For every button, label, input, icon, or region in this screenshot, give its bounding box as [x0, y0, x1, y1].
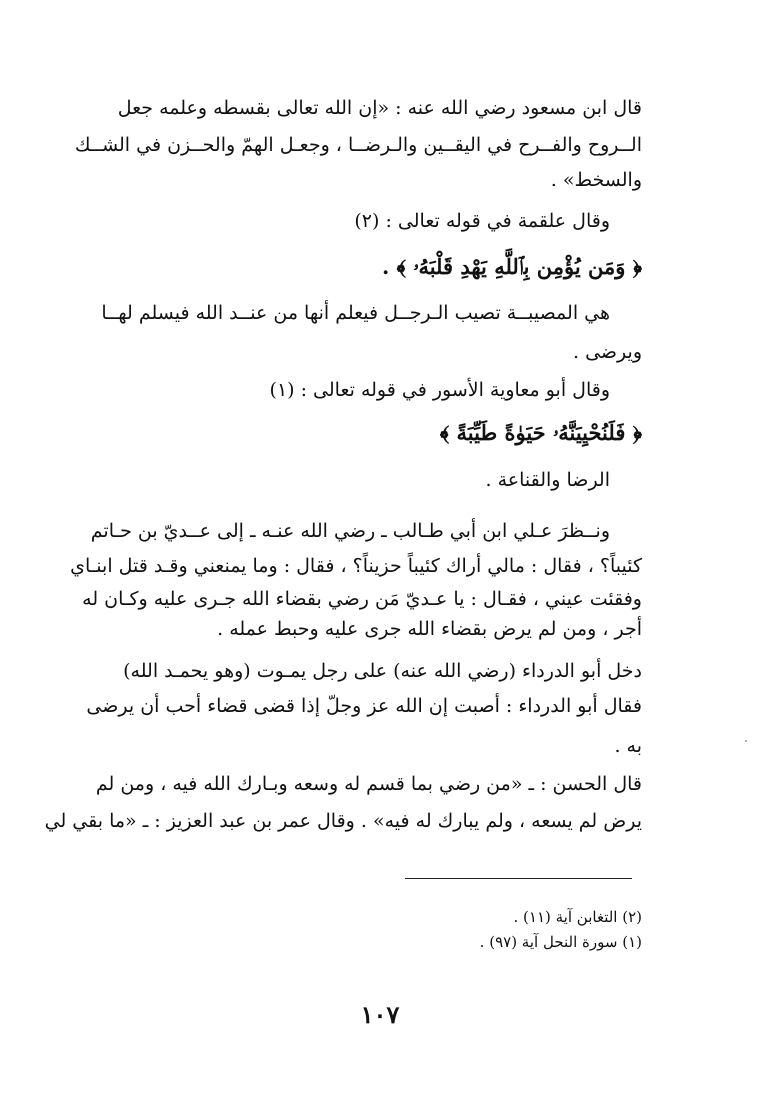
text-line-3: والسخط» .: [550, 169, 642, 191]
text-line-11: ونــظرَ عـلي ابن أبي طـالب ـ رضي الله عنـه ـ إلى عــديّ بن حـاتم: [90, 520, 610, 542]
text-line-17: به .: [614, 735, 642, 757]
quran-verse-2: ﴿ فَلَنُحْيِيَنَّهُۥ حَيَوٰةً طَيِّبَةً ﴾: [439, 420, 642, 445]
text-line-18: قال الحسن : ـ «من رضي بما قسم له وسعه وبـارك الله فيه ، ومن لم: [95, 773, 642, 795]
footnote-1: (١) سورة النحل آية (٩٧) .: [479, 933, 642, 951]
text-line-19: يرض لم يسعه ، ولم يبارك له فيه» . وقال عمر بن عبد العزيز : ـ «ما بقي لي: [44, 810, 642, 832]
text-line-16: فقال أبو الدرداء : أصبت إن الله عز وجلّ إذا قضى قضاء أحب أن يرضى: [86, 695, 642, 717]
text-line-4: وقال علقمة في قوله تعالى : (٢): [354, 210, 610, 232]
quran-verse-1: ﴿ وَمَن يُؤْمِن بِٱللَّهِ يَهْدِ قَلْبَهُۥ ﴾ .: [381, 254, 642, 279]
text-line-12: كئيباً؟ ، فقال : مالي أراك كئيباً حزيناً؟ ، فقال : وما يمنعني وقـد قتل ابنـاي: [70, 555, 642, 577]
text-line-1: قال ابن مسعود رضي الله عنه : «إن الله تعالى بقسطه وعلمه جعل: [117, 97, 642, 119]
text-line-8: وقال أبو معاوية الأسور في قوله تعالى : (١): [269, 379, 610, 401]
text-line-7: ويرضى .: [573, 341, 642, 363]
text-line-2: الــروح والفــرح في اليقــين والـرضــا ، وجعـل الهمّ والحــزن في الشــك: [74, 134, 642, 156]
footnote-2: (٢) التغابن آية (١١) .: [513, 908, 642, 926]
text-line-6: هي المصيبــة تصيب الـرجــل فيعلم أنها من عنــد الله فيسلم لهــا: [101, 302, 610, 324]
footnote-divider: [405, 878, 632, 879]
text-line-10: الرضا والقناعة .: [485, 469, 610, 491]
page-number: ١٠٧: [360, 1000, 400, 1029]
text-line-13: وفقئت عيني ، فقـال : يا عـديّ مَن رضي بقضاء الله جـرى عليه وكـان له: [82, 588, 642, 610]
text-line-15: دخل أبو الدرداء (رضي الله عنه) على رجل يمـوت (وهو يحمـد الله): [123, 660, 642, 682]
text-line-14: أجر ، ومن لم يرض بقضاء الله جرى عليه وحبط عمله .: [217, 618, 642, 640]
scan-speck: [745, 740, 747, 742]
